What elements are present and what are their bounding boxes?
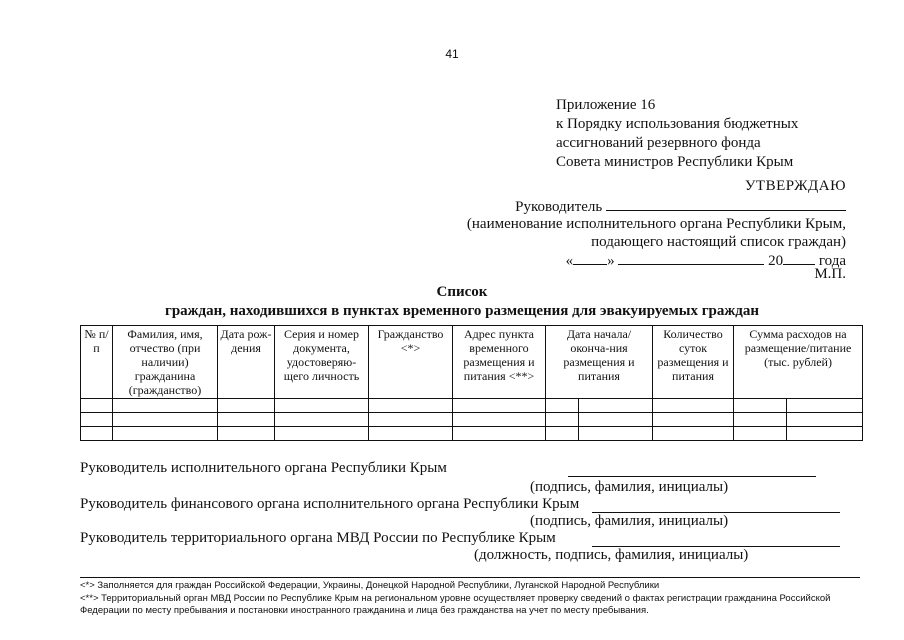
signature-hint-executive: (подпись, фамилия, инициалы) — [530, 479, 729, 495]
date-close-quote: » — [607, 253, 615, 269]
annex-block — [556, 96, 798, 172]
document-title: Список — [436, 284, 488, 300]
signature-hint-mvd: (должность, подпись, фамилия, инициалы) — [474, 547, 749, 563]
annex-line: Приложение 16 — [556, 97, 656, 113]
head-line — [0, 196, 846, 217]
col-header-days: Количество суток размещения и питания — [653, 326, 734, 399]
col-header-name: Фамилия, имя, отчество (при наличии) гражданина (гражданство) — [113, 326, 218, 399]
footnote-divider — [80, 577, 860, 578]
org-hint-1: (наименование исполнительного органа Республики Крым, — [466, 216, 846, 232]
date-open-quote: « — [565, 253, 574, 269]
table-row — [81, 413, 863, 427]
annex-line: Совета министров Республики Крым — [556, 154, 794, 170]
year-blank — [783, 250, 815, 265]
col-header-citizenship: Гражданство <*> — [369, 326, 453, 399]
signature-label-mvd: Руководитель территориального органа МВД России по Республике Крым — [80, 530, 556, 546]
col-header-expenses: Сумма расходов на размещение/питание (тыс. рублей) — [734, 326, 863, 399]
month-blank — [618, 250, 764, 265]
col-header-number: № п/п — [81, 326, 113, 399]
table-row — [81, 427, 863, 441]
table-header-row — [81, 326, 863, 399]
year-suffix: года — [818, 253, 846, 269]
seal-label: М.П. — [814, 266, 846, 282]
signature-hint-finance: (подпись, фамилия, инициалы) — [530, 513, 729, 529]
signature-line-executive — [568, 475, 816, 477]
col-header-dates: Дата начала/оконча-ния размещения и питания — [546, 326, 653, 399]
footnote-2: <**> Территориальный орган МВД России по Республике Крым на региональном уровне осуществляет проверку сведений о фактах регистрации гражданина Российской Федерации по месту пребывания и постановки иностранного гражданина и лица без гражданства на учет по месту пребывания. — [80, 593, 831, 616]
col-header-address: Адрес пункта временного размещения и питания <**> — [453, 326, 546, 399]
signature-label-executive: Руководитель исполнительного органа Республики Крым — [80, 460, 447, 476]
citizens-table — [80, 325, 863, 441]
annex-line: к Порядку использования бюджетных — [556, 116, 799, 132]
head-signature-line — [606, 196, 846, 211]
head-label: Руководитель — [515, 199, 603, 215]
year-prefix: 20 — [768, 253, 784, 269]
footnote-1: <*> Заполняется для граждан Российской Федерации, Украины, Донецкой Народной Республики, Луганской Народной Республики — [80, 580, 660, 591]
document-subtitle: граждан, находившихся в пунктах временного размещения для эвакуируемых граждан — [165, 303, 759, 319]
annex-line: ассигнований резервного фонда — [556, 135, 761, 151]
org-hint-2: подающего настоящий список граждан) — [591, 234, 846, 250]
page-number: 41 — [445, 47, 459, 61]
day-blank — [573, 250, 607, 265]
signature-label-finance: Руководитель финансового органа исполнительного органа Республики Крым — [80, 496, 580, 512]
approve-label: УТВЕРЖДАЮ — [744, 178, 846, 194]
col-header-document: Серия и номер документа, удостоверяю-щего личность — [275, 326, 369, 399]
table-row — [81, 399, 863, 413]
col-header-birthdate: Дата рож-дения — [218, 326, 275, 399]
